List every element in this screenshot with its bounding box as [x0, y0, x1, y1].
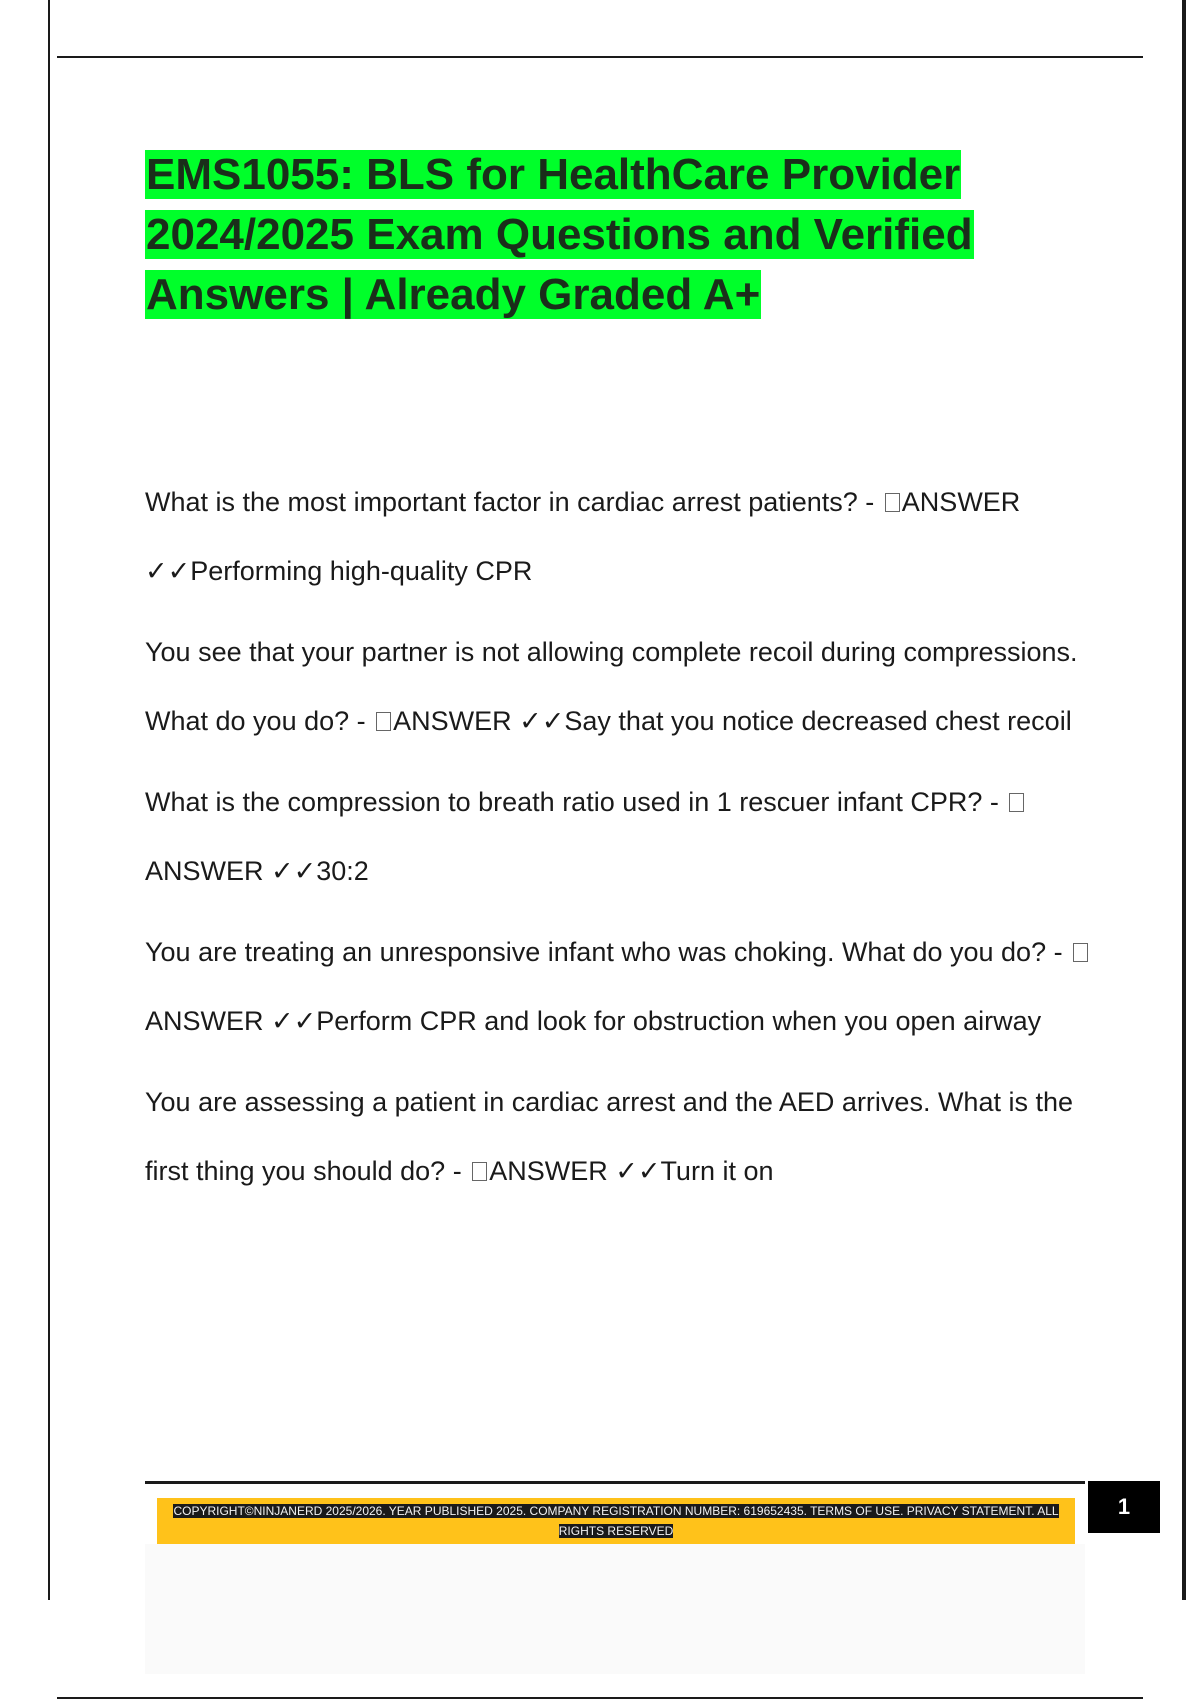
answer-text: ANSWER ✓✓Say that you notice decreased chest recoil — [393, 706, 1072, 736]
footer-copyright-text: COPYRIGHT©NINJANERD 2025/2026. YEAR PUBLISHED 2025. COMPANY REGISTRATION NUMBER: 619652435. TERMS OF USE. PRIVACY STATEMENT. ALL RIGHTS RESERVED — [173, 1504, 1059, 1538]
top-rule — [57, 56, 1143, 58]
page-bottom-shade — [145, 1544, 1085, 1674]
question-text: What is the compression to breath ratio used in 1 rescuer infant CPR? - — [145, 787, 1007, 817]
footer-rule — [145, 1481, 1085, 1484]
qa-item — [145, 768, 1095, 906]
page-border-left — [48, 0, 50, 1600]
document-title — [145, 145, 1085, 325]
missing-glyph-box-icon — [1073, 943, 1088, 962]
title-line-3: Answers | Already Graded A+ — [146, 270, 761, 319]
question-text: You see that your partner is not allowing complete recoil during compressions. What do you do? - — [145, 637, 1078, 736]
missing-glyph-box-icon — [376, 712, 391, 731]
qa-item — [145, 468, 1095, 606]
qa-item — [145, 618, 1095, 756]
answer-text: ANSWER ✓✓Turn it on — [489, 1156, 774, 1186]
footer-copyright — [168, 1501, 1064, 1541]
missing-glyph-box-icon — [1009, 793, 1024, 812]
qa-item — [145, 918, 1095, 1056]
page-border-right — [1182, 0, 1186, 1600]
qa-list — [145, 468, 1095, 1218]
bottom-rule — [57, 1697, 1143, 1699]
title-line-2: 2024/2025 Exam Questions and Verified — [146, 210, 973, 259]
answer-text: ANSWER ✓✓Performing high-quality CPR — [145, 487, 1021, 586]
question-text: You are treating an unresponsive infant who was choking. What do you do? - — [145, 937, 1071, 967]
missing-glyph-box-icon — [885, 493, 900, 512]
answer-text: ANSWER ✓✓Perform CPR and look for obstruction when you open airway — [145, 1006, 1042, 1036]
qa-item — [145, 1068, 1095, 1206]
answer-text: ANSWER ✓✓30:2 — [145, 856, 369, 886]
missing-glyph-box-icon — [472, 1162, 487, 1181]
page-number: 1 — [1088, 1481, 1160, 1533]
question-text: You are assessing a patient in cardiac arrest and the AED arrives. What is the first thing you should do? - — [145, 1087, 1073, 1186]
title-line-1: EMS1055: BLS for HealthCare Provider — [146, 150, 961, 199]
question-text: What is the most important factor in cardiac arrest patients? - — [145, 487, 882, 517]
